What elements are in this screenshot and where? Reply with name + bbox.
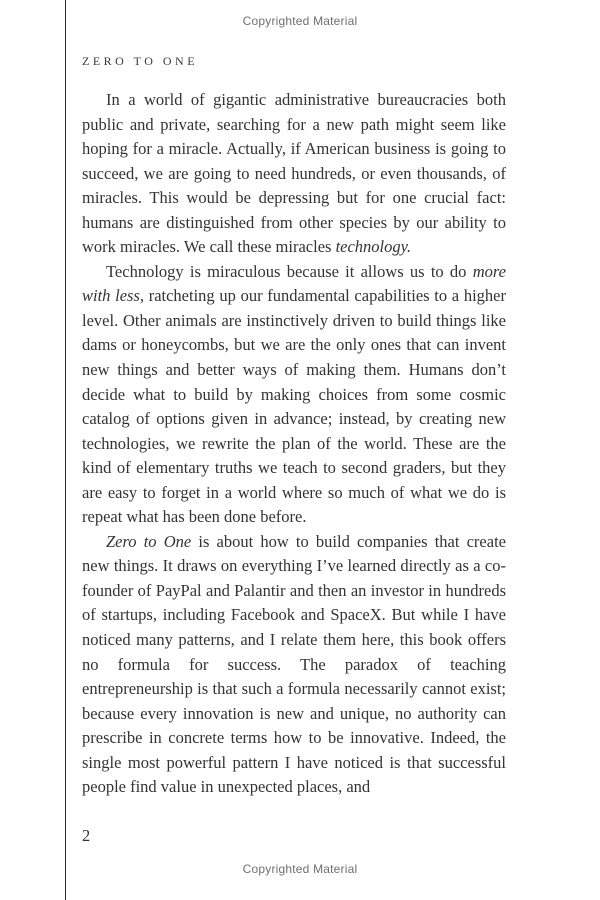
body-text [82,88,506,800]
running-header: ZERO TO ONE [82,54,199,68]
text-segment-italic: more with less, [82,261,506,306]
copyright-watermark-top: Copyrighted Material [242,14,358,28]
copyright-watermark-bottom: Copyrighted Material [242,862,358,876]
paragraph [82,260,506,530]
text-segment: Technology is miraculous because it allows us to do [106,261,473,281]
text-segment: In a world of gigantic administrative bureaucracies both public and private, searching for a new path might seem like hoping for a miracle. Actually, if American business is going to succeed, we are going to need hundreds, or even thousands, of miracles. This would be depressing but for one crucial fact: humans are distinguished from other species by our ability to work miracles. We call these miracles [82,90,506,257]
text-segment: is about how to build companies that create new things. It draws on everything I’ve learned directly as a co-founder of PayPal and Palantir and then an investor in hundreds of startups, including Facebook and SpaceX. But while I have noticed many patterns, and I relate them here, this book offers no formula for success. The paradox of teaching entrepreneurship is that such a formula necessarily cannot exist; because every innovation is new and unique, no authority can prescribe in concrete terms how to be innovative. Indeed, the single most powerful pattern I have noticed is that successful people find value in unexpected places, and [82,531,506,797]
page-number: 2 [82,826,91,845]
page-edge-line [65,0,66,900]
text-segment-italic: Zero to One [106,531,192,551]
paragraph [82,530,506,800]
text-segment: ratcheting up our fundamental capabilities to a higher level. Other animals are instinctively driven to build things like dams or honeycombs, but we are the only ones that can invent new things and better ways of making them. Humans don’t decide what to build by making choices from some cosmic catalog of options given in advance; instead, by creating new technologies, we rewrite the plan of the world. These are the kind of elementary truths we teach to second graders, but they are easy to forget in a world where so much of what we do is repeat what has been done before. [82,286,506,527]
paragraph [82,88,506,260]
text-segment-italic: technology. [335,237,412,257]
